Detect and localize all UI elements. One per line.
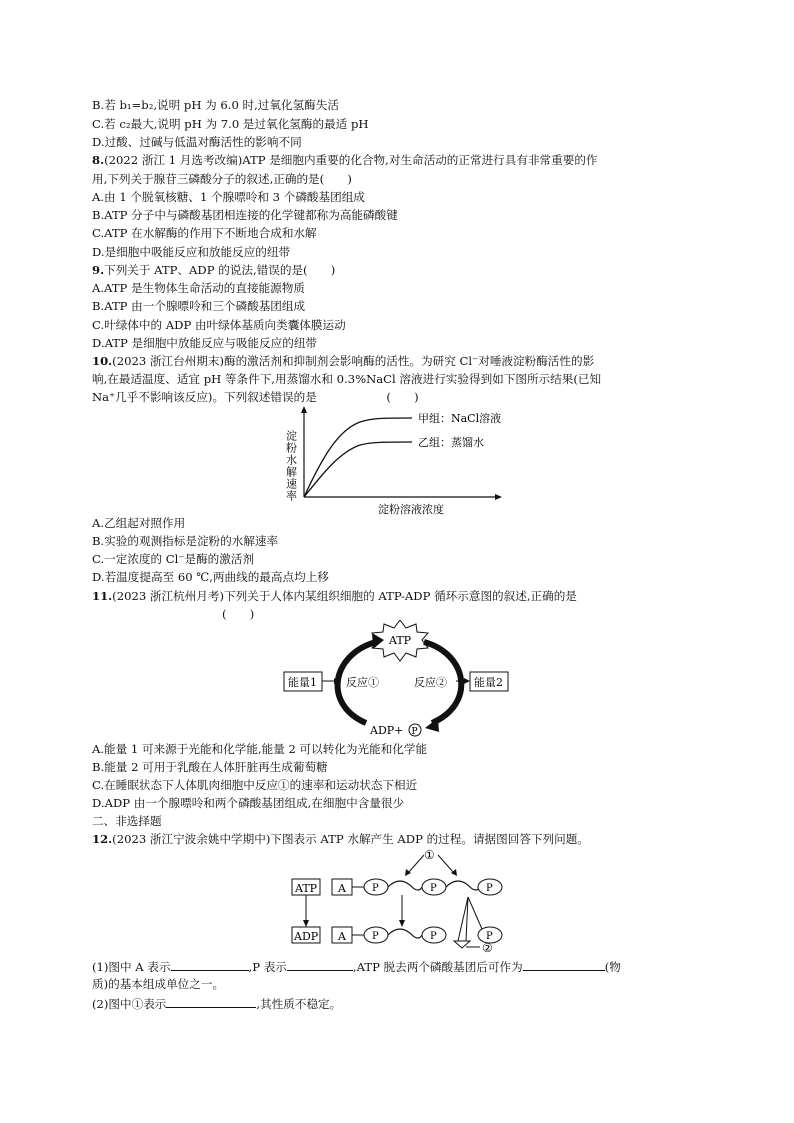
q11-option-b: B.能量 2 可用于乳酸在人体肝脏再生成葡萄糖 (92, 760, 328, 774)
q12-phosphate2-top-label: P (430, 883, 437, 894)
q10-legend-water: 乙组：蒸馏水 (418, 436, 484, 449)
q12-highenergy-bond1-top (388, 881, 422, 890)
q9-option-c: C.叶绿体中的 ADP 由叶绿体基质向类囊体膜运动 (92, 318, 346, 332)
q8-option-c: C.ATP 在水解酶的作用下不断地合成和水解 (92, 226, 317, 240)
q10-y-axis-label: 淀粉水解速率 (284, 430, 298, 502)
q10-stem-line1 (92, 352, 594, 370)
q12-mark1-arrow-left (408, 855, 424, 873)
q11-stem-text1: (2023 浙江杭州月考)下列关于人体内某组织细胞的 ATP-ADP 循环示意图的叙述,正确的是 (112, 589, 577, 603)
q8-number: 8. (92, 153, 105, 167)
q12-released-phosphate-label: P (486, 931, 493, 942)
pi-label: P (411, 727, 418, 737)
q12-mark1: ① (424, 848, 435, 862)
q7-option-d: D.过酸、过碱与低温对酶活性的影响不同 (92, 135, 302, 149)
q12-sub1-line2: 质)的基本组成单位之一。 (92, 977, 225, 991)
energy2-label: 能量2 (474, 676, 503, 689)
q12-mark2: ② (482, 941, 493, 955)
q9-stem (92, 261, 335, 279)
q7-option-b: B.若 b₁=b₂,说明 pH 为 6.0 时,过氧化氢酶失活 (92, 98, 339, 112)
q8-stem-text1: (2022 浙江 1 月选考改编)ATP 是细胞内重要的化合物,对生命活动的正常进行具有非常重要的作 (104, 153, 598, 167)
q10-stem-text1: (2023 浙江台州期末)酶的激活剂和抑制剂会影响酶的活性。为研究 Cl⁻对唾液淀粉酶活性的影 (112, 354, 595, 368)
q12-sub1-text-b: ,P 表示 (248, 960, 287, 974)
q9-option-a: A.ATP 是生物体生命活动的直接能源物质 (92, 281, 305, 295)
q12-fan-line-3 (468, 897, 482, 929)
q7-option-c: C.若 c₂最大,说明 pH 为 7.0 是过氧化氢酶的最适 pH (92, 117, 369, 131)
q12-atp-to-adp-arrowhead (303, 920, 309, 927)
q11-option-c: C.在睡眠状态下人体肌肉细胞中反应①的速率和运动状态下相近 (92, 778, 418, 792)
reaction2-label: 反应② (414, 676, 447, 689)
q10-stem-line3: Na⁺几乎不影响该反应)。下列叙述错误的是 ( ) (92, 390, 419, 404)
q8-stem-line2: 用,下列关于腺苷三磷酸分子的叙述,正确的是( ) (92, 172, 352, 186)
q12-sub1-text-d: (物 (604, 960, 621, 974)
q12-blank-p[interactable] (287, 957, 353, 971)
atp-label: ATP (389, 634, 412, 647)
q9-option-b: B.ATP 由一个腺嘌呤和三个磷酸基团组成 (92, 299, 306, 313)
q12-sub2-text-a: (2)图中①表示 (92, 997, 167, 1011)
q10-x-axis-arrow (495, 494, 502, 500)
q12-middle-down-arrowhead (399, 920, 405, 927)
q12-blank-substance[interactable] (523, 957, 605, 971)
q12-highenergy-bond2-top (446, 881, 480, 890)
q12-stem-text: (2023 浙江宁波余姚中学期中)下图表示 ATP 水解产生 ADP 的过程。请据图回答下列问题。 (112, 832, 589, 846)
q12-phosphate1-bottom-label: P (372, 931, 379, 942)
q10-y-axis-arrow (301, 406, 307, 413)
q9-stem-text: 下列关于 ATP、ADP 的说法,错误的是( ) (104, 263, 336, 277)
q12-atp-hydrolysis-diagram (286, 845, 522, 955)
q12-phosphate2-bottom-label: P (430, 931, 437, 942)
q10-series-line-water (304, 442, 412, 497)
q10-option-c: C.一定浓度的 Cl⁻是酶的激活剂 (92, 552, 255, 566)
q12-atp-label: ATP (295, 882, 318, 895)
q10-x-axis-label: 淀粉溶液浓度 (378, 503, 444, 516)
q12-mark1-arrow-right (438, 855, 454, 873)
reaction1-label: 反应① (346, 676, 379, 689)
q12-highenergy-bond1-bottom (388, 929, 422, 938)
q12-adenosine-label-top: A (338, 882, 346, 895)
q9-option-d: D.ATP 是细胞中放能反应与吸能反应的纽带 (92, 336, 318, 350)
q12-sub2 (92, 994, 341, 1013)
q8-stem-line1 (92, 151, 598, 169)
q11-stem-line2: ( ) (222, 607, 255, 621)
q10-series-line-nacl (304, 418, 412, 497)
q10-option-b: B.实验的观测指标是淀粉的水解速率 (92, 534, 279, 548)
q10-option-d: D.若温度提高至 60 ℃,两曲线的最高点均上移 (92, 570, 329, 584)
q12-adp-label: ADP (294, 930, 319, 943)
q8-option-b: B.ATP 分子中与磷酸基团相连接的化学键都称为高能磷酸键 (92, 208, 398, 222)
energy1-label: 能量1 (288, 676, 317, 689)
q9-number: 9. (92, 263, 105, 277)
q10-option-a: A.乙组起对照作用 (92, 516, 186, 530)
q12-sub1-text-a: (1)图中 A 表示 (92, 960, 171, 974)
energy2-arrowhead (464, 678, 470, 684)
q11-option-a: A.能量 1 可来源于光能和化学能,能量 2 可以转化为光能和化学能 (92, 742, 428, 756)
adp-label: ADP+ (370, 724, 404, 737)
q10-stem-line2: 响,在最适温度、适宜 pH 等条件下,用蒸馏水和 0.3%NaCl 溶液进行实验得到如下图所示结果(已知 (92, 372, 602, 386)
q12-number: 12. (92, 832, 113, 846)
q12-sub1-line1 (92, 957, 621, 976)
q8-option-d: D.是细胞中吸能反应和放能反应的纽带 (92, 245, 291, 259)
q12-blank-mark1[interactable] (166, 994, 256, 1008)
section-heading-nonchoice: 二、非选择题 (92, 814, 162, 828)
q12-phosphate1-top-label: P (372, 883, 379, 894)
q10-number: 10. (92, 354, 113, 368)
q12-phosphate3-top-label: P (486, 883, 493, 894)
q11-number: 11. (92, 589, 113, 603)
q8-option-a: A.由 1 个脱氧核糖、1 个腺嘌呤和 3 个磷酸基团组成 (92, 190, 365, 204)
q11-atp-adp-cycle-diagram (280, 620, 520, 745)
q12-adenosine-label-bottom: A (338, 930, 346, 943)
q11-option-d: D.ADP 由一个腺嘌呤和两个磷酸基团组成,在细胞中含量很少 (92, 796, 405, 810)
q10-legend-nacl: 甲组：NaCl溶液 (418, 412, 502, 425)
q12-blank-a[interactable] (171, 957, 249, 971)
q12-sub2-text-b: ,其性质不稳定。 (256, 997, 342, 1011)
q12-sub1-text-c: ,ATP 脱去两个磷酸基团后可作为 (352, 960, 523, 974)
q11-stem-line1 (92, 587, 577, 605)
q10-line-chart (280, 400, 520, 518)
